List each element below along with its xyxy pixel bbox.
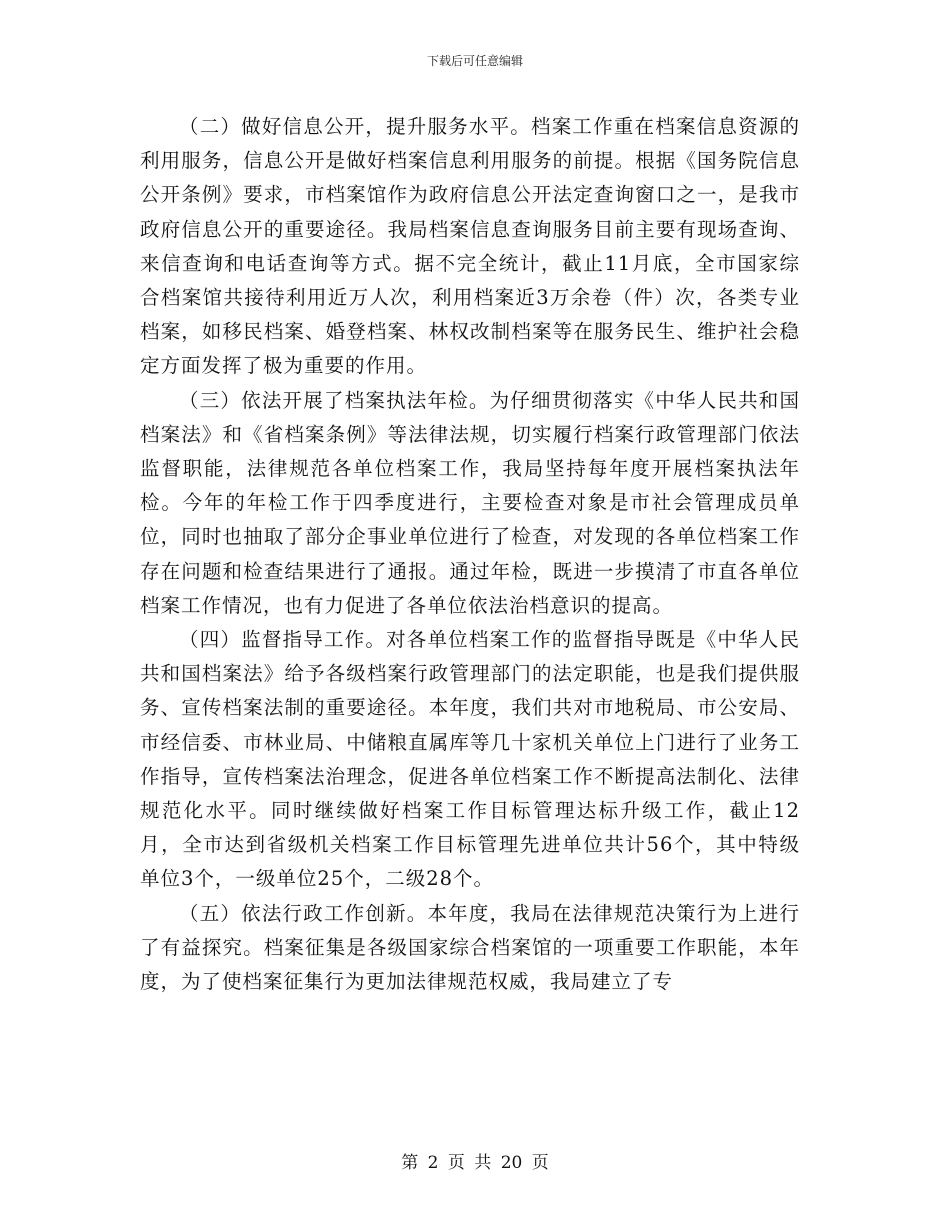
paragraph-info-disclosure: （二）做好信息公开，提升服务水平。档案工作重在档案信息资源的利用服务，信息公开是做好档案信息利用服务的前提。根据《国务院信息公开条例》要求，市档案馆作为政府信息公开法定查询窗口之一，是我市政府信息公开的重要途径。我局档案信息查询服务目前主要有现场查询、来信查询和电话查询等方式。据不完全统计，截止11月底，全市国家综合档案馆共接待利用近万人次，利用档案近3万余卷（件）次，各类专业档案，如移民档案、婚登档案、林权改制档案等在服务民生、维护社会稳定方面发挥了极为重要的作用。	[140, 115, 800, 378]
document-body	[140, 110, 800, 999]
paragraph-supervision-guidance: （四）监督指导工作。对各单位档案工作的监督指导既是《中华人民共和国档案法》给予各级档案行政管理部门的法定职能，也是我们提供服务、宣传档案法制的重要途径。本年度，我们共对市地税局、市公安局、市经信委、市林业局、中储粮直属库等几十家机关单位上门进行了业务工作指导，宣传档案法治理念，促进各单位档案工作不断提高法制化、法律规范化水平。同时继续做好档案工作目标管理达标升级工作，截止12月，全市达到省级机关档案工作目标管理先进单位共计56个，其中特级单位3个，一级单位25个，二级28个。	[140, 628, 800, 891]
page-number-footer: 第 2 页 共 20 页	[401, 1153, 549, 1173]
paragraph-law-enforcement-inspection: （三）依法开展了档案执法年检。为仔细贯彻落实《中华人民共和国档案法》和《省档案条例》等法律法规，切实履行档案行政管理部门依法监督职能，法律规范各单位档案工作，我局坚持每年度开展档案执法年检。今年的年检工作于四季度进行，主要检查对象是市社会管理成员单位，同时也抽取了部分企事业单位进行了检查，对发现的各单位档案工作存在问题和检查结果进行了通报。通过年检，既进一步摸清了市直各单位档案工作情况，也有力促进了各单位依法治档意识的提高。	[140, 388, 800, 617]
paragraph-administrative-innovation: （五）依法行政工作创新。本年度，我局在法律规范决策行为上进行了有益探究。档案征集是各级国家综合档案馆的一项重要工作职能，本年度，为了使档案征集行为更加法律规范权威，我局建立了专	[140, 901, 800, 994]
page-header-note: 下载后可任意编辑	[426, 54, 523, 68]
